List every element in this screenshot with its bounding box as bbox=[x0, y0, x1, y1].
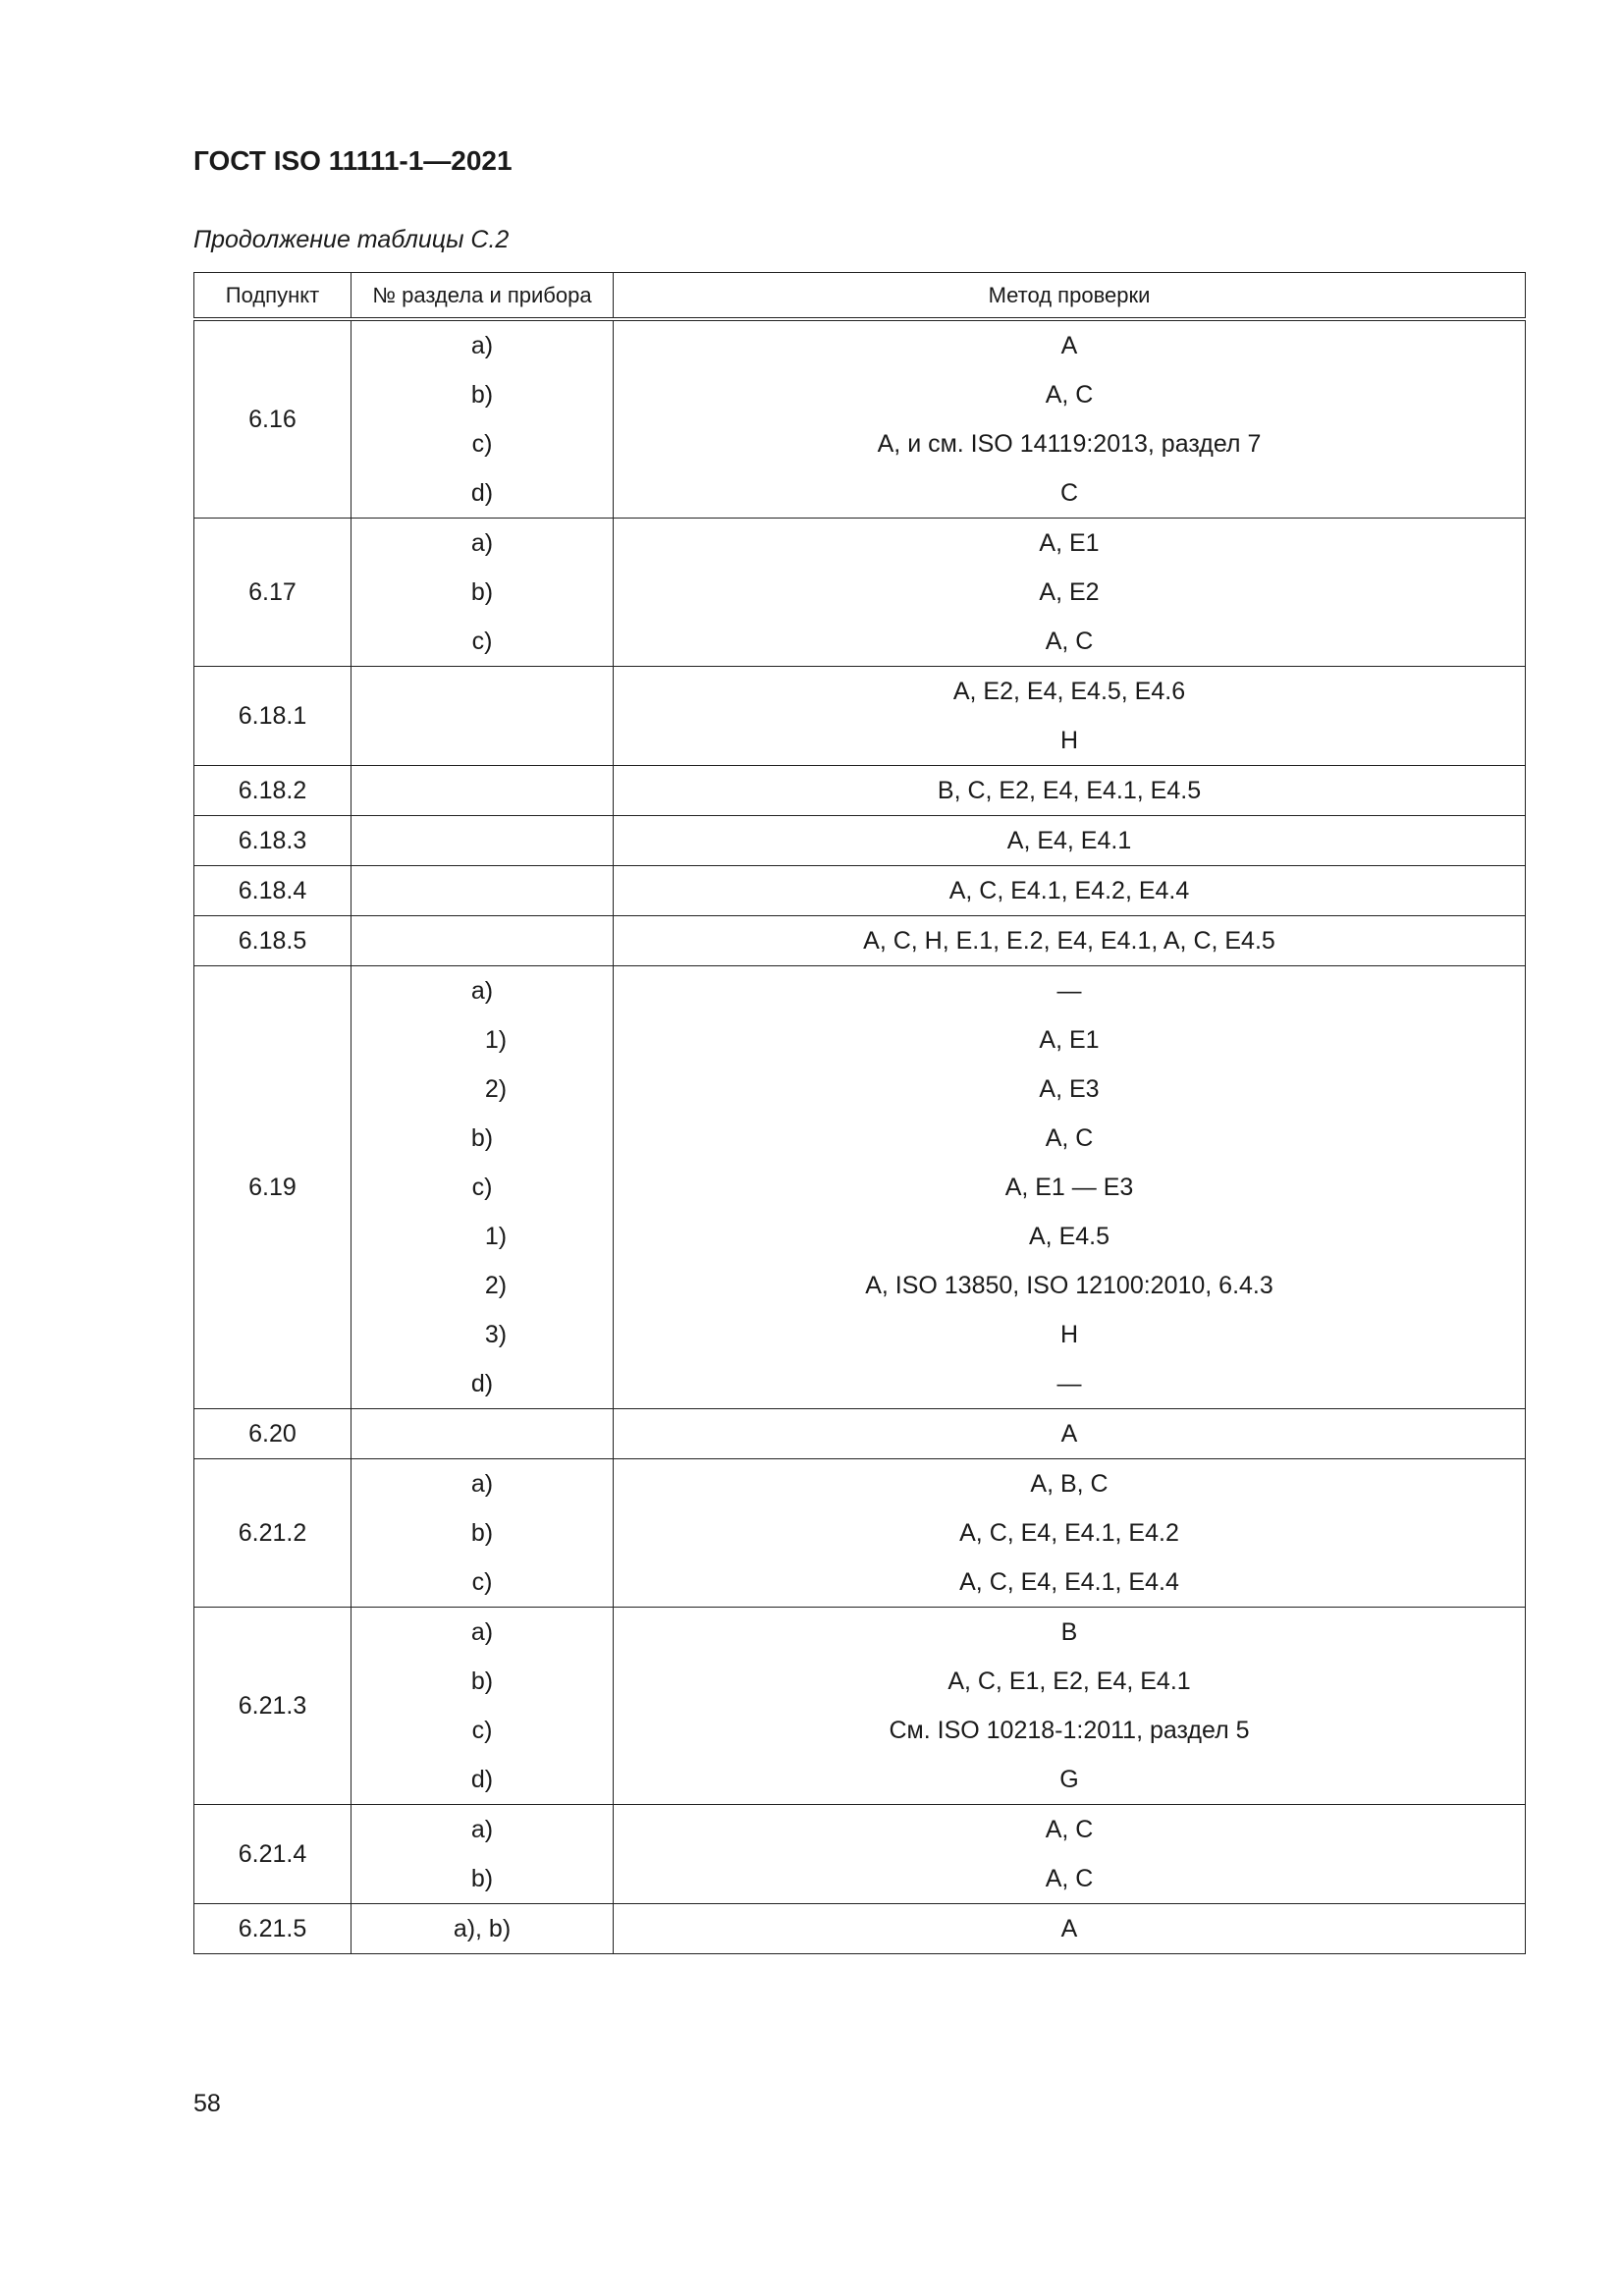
test-method: A bbox=[1060, 1915, 1078, 1942]
section-number: 3) bbox=[484, 1321, 508, 1348]
clause-cell: 6.19 bbox=[194, 966, 352, 1409]
section-number: a) bbox=[470, 1618, 494, 1646]
test-method: A, C, E4.1, E4.2, E4.4 bbox=[948, 877, 1190, 904]
column-header-clause: Подпункт bbox=[194, 273, 352, 320]
test-method: C bbox=[1059, 479, 1079, 507]
section-number: 2) bbox=[484, 1075, 508, 1103]
section-cell bbox=[352, 1459, 614, 1608]
section-number: d) bbox=[470, 1766, 494, 1793]
section-number: b) bbox=[470, 1667, 494, 1695]
table-row bbox=[194, 1608, 1526, 1805]
section-number: a) bbox=[470, 332, 494, 359]
section-number: c) bbox=[471, 628, 493, 655]
section-number bbox=[352, 866, 613, 915]
test-method: A, E2, E4, E4.5, E4.6 bbox=[952, 678, 1186, 705]
section-cell bbox=[352, 766, 614, 816]
test-method: A, C bbox=[1045, 628, 1094, 655]
section-number bbox=[352, 816, 613, 865]
test-method: A, C bbox=[1045, 1865, 1094, 1892]
test-method: A, C, E1, E2, E4, E4.1 bbox=[947, 1667, 1191, 1695]
method-cell bbox=[614, 916, 1526, 966]
test-method: H bbox=[1059, 727, 1079, 754]
column-header-section: № раздела и прибора bbox=[352, 273, 614, 320]
section-cell bbox=[352, 816, 614, 866]
method-cell bbox=[614, 766, 1526, 816]
section-cell bbox=[352, 966, 614, 1409]
section-number: a) bbox=[470, 529, 494, 557]
test-method: A, E1 bbox=[1039, 1026, 1100, 1054]
test-method: A, ISO 13850, ISO 12100:2010, 6.4.3 bbox=[865, 1272, 1273, 1299]
test-method: A, E4, E4.1 bbox=[1006, 827, 1132, 854]
section-number bbox=[352, 916, 613, 965]
clause-cell: 6.18.1 bbox=[194, 667, 352, 766]
section-number: b) bbox=[470, 1865, 494, 1892]
section-number: d) bbox=[470, 1370, 494, 1397]
test-method: A, C bbox=[1045, 381, 1094, 409]
table-caption: Продолжение таблицы С.2 bbox=[193, 226, 510, 253]
test-method: A, E1 bbox=[1039, 529, 1100, 557]
test-method: B, C, E2, E4, E4.1, E4.5 bbox=[937, 777, 1202, 804]
clause-cell: 6.18.5 bbox=[194, 916, 352, 966]
clause-cell: 6.16 bbox=[194, 319, 352, 519]
section-cell bbox=[352, 866, 614, 916]
clause-cell: 6.20 bbox=[194, 1409, 352, 1459]
table-row bbox=[194, 1459, 1526, 1608]
section-number: 1) bbox=[484, 1026, 508, 1054]
section-number: c) bbox=[471, 1174, 493, 1201]
section-cell bbox=[352, 1904, 614, 1954]
test-method: A, B, C bbox=[1030, 1470, 1109, 1498]
method-cell bbox=[614, 1805, 1526, 1904]
section-number: c) bbox=[471, 430, 493, 458]
section-number bbox=[352, 716, 613, 765]
section-number: a), b) bbox=[453, 1915, 512, 1942]
section-cell bbox=[352, 319, 614, 519]
clause-cell: 6.21.3 bbox=[194, 1608, 352, 1805]
section-number: a) bbox=[470, 1816, 494, 1843]
table-row bbox=[194, 667, 1526, 766]
table-row bbox=[194, 966, 1526, 1409]
test-method: A, и см. ISO 14119:2013, раздел 7 bbox=[877, 430, 1262, 458]
clause-cell: 6.17 bbox=[194, 519, 352, 667]
test-method: — bbox=[1056, 977, 1082, 1005]
test-method: A, E4.5 bbox=[1029, 1223, 1109, 1250]
test-method: A, C bbox=[1045, 1124, 1094, 1152]
table-row bbox=[194, 1409, 1526, 1459]
section-number: 1) bbox=[484, 1223, 508, 1250]
table-row bbox=[194, 916, 1526, 966]
table-row bbox=[194, 1805, 1526, 1904]
table-row bbox=[194, 1904, 1526, 1954]
section-number: c) bbox=[471, 1717, 493, 1744]
test-method: B bbox=[1060, 1618, 1078, 1646]
table-row bbox=[194, 319, 1526, 519]
section-number: b) bbox=[470, 1124, 494, 1152]
test-method: A bbox=[1060, 332, 1078, 359]
table-row bbox=[194, 816, 1526, 866]
test-method: A, E1 — E3 bbox=[1004, 1174, 1134, 1201]
method-cell bbox=[614, 519, 1526, 667]
page-number: 58 bbox=[193, 2090, 221, 2117]
test-method: См. ISO 10218-1:2011, раздел 5 bbox=[889, 1717, 1250, 1744]
section-number: b) bbox=[470, 1519, 494, 1547]
method-cell bbox=[614, 966, 1526, 1409]
section-number: c) bbox=[471, 1568, 493, 1596]
column-header-method: Метод проверки bbox=[614, 273, 1526, 320]
section-number: a) bbox=[470, 977, 494, 1005]
section-cell bbox=[352, 1409, 614, 1459]
section-number: d) bbox=[470, 479, 494, 507]
section-number bbox=[352, 667, 613, 716]
test-method: G bbox=[1059, 1766, 1079, 1793]
clause-cell: 6.18.3 bbox=[194, 816, 352, 866]
section-number: 2) bbox=[484, 1272, 508, 1299]
section-cell bbox=[352, 916, 614, 966]
test-method: A bbox=[1060, 1420, 1078, 1448]
method-cell bbox=[614, 1904, 1526, 1954]
method-cell bbox=[614, 1459, 1526, 1608]
clause-cell: 6.21.2 bbox=[194, 1459, 352, 1608]
clause-cell: 6.21.4 bbox=[194, 1805, 352, 1904]
section-cell bbox=[352, 667, 614, 766]
test-method: A, E2 bbox=[1039, 578, 1100, 606]
table-row bbox=[194, 519, 1526, 667]
section-number: b) bbox=[470, 381, 494, 409]
test-method: A, C, H, E.1, E.2, E4, E4.1, A, C, E4.5 bbox=[863, 927, 1275, 955]
table-row bbox=[194, 766, 1526, 816]
test-method: A, C, E4, E4.1, E4.2 bbox=[959, 1519, 1179, 1547]
method-cell bbox=[614, 319, 1526, 519]
test-method: A, E3 bbox=[1039, 1075, 1100, 1103]
test-method: A, C, E4, E4.1, E4.4 bbox=[959, 1568, 1179, 1596]
section-number bbox=[352, 1409, 613, 1458]
clause-cell: 6.18.4 bbox=[194, 866, 352, 916]
method-cell bbox=[614, 1608, 1526, 1805]
method-cell bbox=[614, 816, 1526, 866]
method-cell bbox=[614, 1409, 1526, 1459]
test-method: H bbox=[1059, 1321, 1079, 1348]
section-cell bbox=[352, 1805, 614, 1904]
section-number bbox=[352, 766, 613, 815]
methods-table bbox=[193, 272, 1526, 1954]
section-number: a) bbox=[470, 1470, 494, 1498]
table-row bbox=[194, 866, 1526, 916]
method-cell bbox=[614, 866, 1526, 916]
test-method: A, C bbox=[1045, 1816, 1094, 1843]
section-number: b) bbox=[470, 578, 494, 606]
section-cell bbox=[352, 519, 614, 667]
method-cell bbox=[614, 667, 1526, 766]
clause-cell: 6.18.2 bbox=[194, 766, 352, 816]
test-method: — bbox=[1056, 1370, 1082, 1397]
table-header-row bbox=[194, 273, 1526, 320]
table-body bbox=[194, 319, 1526, 1954]
clause-cell: 6.21.5 bbox=[194, 1904, 352, 1954]
section-cell bbox=[352, 1608, 614, 1805]
document-title: ГОСТ ISO 11111-1—2021 bbox=[193, 145, 513, 176]
